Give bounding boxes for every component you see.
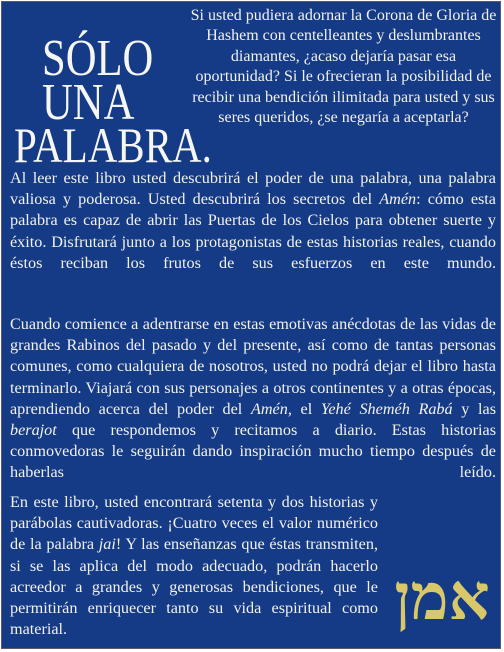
paragraph-3-text-b: ! Y las enseñanzas que éstas transmiten, si se las aplica del modo adecuado, podrán hacerlo acreedor a grandes y generosas bendiciones, que le permitirán enriquecer tanto su vida espiritual como material. <box>10 535 378 639</box>
paragraph-1-text-a: Al leer este libro usted descubrirá el poder de una palabra, una palabra valiosa y poderosa. Usted descubrirá los secretos del <box>10 169 496 209</box>
paragraph-2-text-a: Cuando comience a adentrarse en estas emotivas anécdotas de las vidas de grandes Rabinos del pasado y del presente, así como de tantas personas comunes, como cualquiera de nosotros, usted no podrá dejar el libro hasta terminarlo. Viajará con sus personajes a otros continentes y a otras épocas, aprendiendo acerca del poder del <box>10 315 496 418</box>
intro-paragraph: Si usted pudiera adornar la Corona de Gloria de Hashem con centelleantes y deslumbrantes diamantes, ¿acaso dejaría pasar esa oportunidad? Si le ofrecieran la posibilidad de recibir una bendición ilimitada para usted y sus seres queridos, ¿se negaría a aceptarla? <box>190 7 497 127</box>
title-line-2: UNA <box>42 74 135 131</box>
paragraph-1-emphasis: Amén <box>379 190 417 209</box>
paragraph-2 <box>10 314 496 505</box>
paragraph-1-text-b: : cómo esta palabra es capaz de abrir las Puertas de los Cielos para obtener suerte y éxito. Disfrutará junto a los protagonistas de estas historias reales, cuando éstos reciban los frutos de sus esfuerzos en este mundo. <box>10 190 496 272</box>
paragraph-3-text-a: En este libro, usted encontrará setenta y dos historias y parábolas cautivadoras. ¡Cuatro veces el valor numérico de la palabra <box>10 493 378 554</box>
paragraph-2-emphasis-2: Yehé Sheméh Rabá <box>320 399 453 418</box>
paragraph-2-emphasis-1: Amén <box>250 399 288 418</box>
title-line-3: PALABRA. <box>14 117 212 173</box>
hebrew-amen-word: אמן <box>394 560 490 635</box>
book-back-cover <box>1 1 501 649</box>
paragraph-2-text-b: , el <box>287 399 321 418</box>
title-line-1: SÓLO <box>42 30 154 87</box>
paragraph-1 <box>10 168 496 295</box>
paragraph-2-emphasis-3: berajot <box>10 421 57 440</box>
paragraph-2-text-d: que respondemos y recitamos a diario. Estas historias conmovedoras le seguirán dando inspiración mucho tiempo después de haberlas leído. <box>10 421 496 482</box>
paragraph-3-emphasis: jai <box>98 535 116 554</box>
paragraph-2-text-c: y las <box>452 399 496 418</box>
